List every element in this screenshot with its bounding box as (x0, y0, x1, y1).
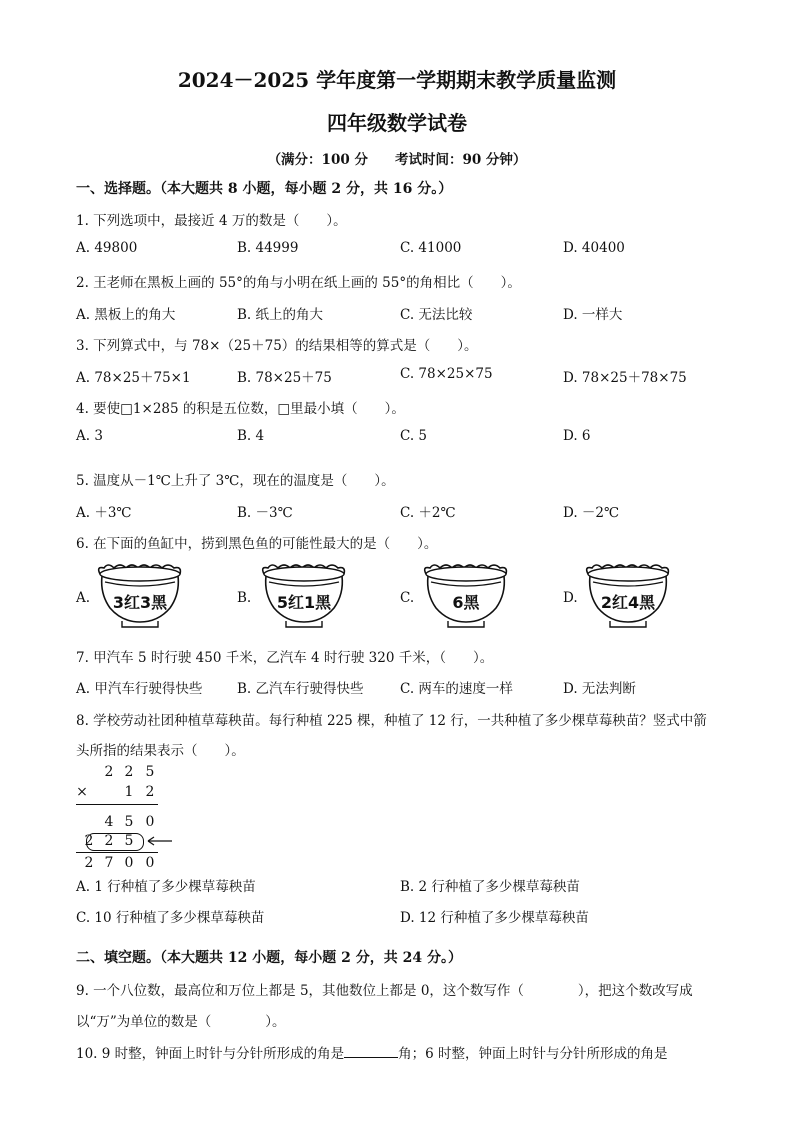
q3-option-b: B. 78×25＋75 (237, 370, 332, 386)
exam-meta: （满分：100 分 考试时间：90 分钟） (267, 152, 527, 168)
question-2: 2. 王老师在黑板上画的 55°的角与小明在纸上画的 55°的角相比（ ）。 (76, 275, 521, 291)
question-4: 4. 要使□1×285 的积是五位数，□里最小填（ ）。 (76, 401, 405, 417)
fishbowl-b-label: 5红1黑 (276, 593, 332, 612)
fishbowl-d-image (580, 560, 676, 630)
q8-option-a: A. 1 行种植了多少棵草莓秧苗 (76, 879, 256, 895)
q1-option-b: B. 44999 (237, 240, 299, 256)
calc-digit: 2 (84, 855, 94, 871)
q6-option-b-letter: B. (237, 590, 252, 606)
q2-option-a: A. 黑板上的角大 (76, 307, 176, 323)
section-heading-fill: 二、填空题。（本大题共 12 小题，每小题 2 分，共 24 分。） (76, 950, 462, 966)
fishbowl-a-label: 3红3黑 (112, 593, 168, 612)
q2-option-b: B. 纸上的角大 (237, 307, 324, 323)
section-heading-choice: 一、选择题。（本大题共 8 小题，每小题 2 分，共 16 分。） (76, 181, 453, 197)
q7-option-b: B. 乙汽车行驶得快些 (237, 681, 364, 697)
q2-option-c: C. 无法比较 (400, 307, 473, 323)
question-10-part1: 10. 9 时整，钟面上时针与分针所形成的角是 (76, 1046, 345, 1062)
exam-title: 2024－2025 学年度第一学期期末教学质量监测 (177, 68, 617, 92)
calc-digit: 2 (104, 764, 114, 780)
fishbowl-c-image (418, 560, 514, 630)
q5-option-c: C. ＋2℃ (400, 505, 456, 521)
calc-digit: 2 (104, 833, 114, 849)
q7-option-c: C. 两车的速度一样 (400, 681, 513, 697)
q8-option-b: B. 2 行种植了多少棵草莓秧苗 (400, 879, 580, 895)
calc-digit: 5 (145, 764, 155, 780)
question-10 (76, 1042, 668, 1062)
vertical-multiplication (76, 764, 186, 874)
q4-option-a: A. 3 (76, 428, 103, 444)
arrow-left-icon (144, 834, 174, 848)
q4-option-b: B. 4 (237, 428, 265, 444)
q5-option-d: D. －2℃ (563, 505, 620, 521)
q8-option-c: C. 10 行种植了多少棵草莓秧苗 (76, 910, 265, 926)
calc-digit: 2 (145, 784, 155, 800)
q1-option-c: C. 41000 (400, 240, 462, 256)
calc-digit: 5 (124, 833, 134, 849)
q7-option-d: D. 无法判断 (563, 681, 636, 697)
question-10-part2: 角；6 时整，钟面上时针与分针所形成的角是 (398, 1046, 668, 1062)
q5-option-a: A. ＋3℃ (76, 505, 132, 521)
fishbowl-a-image (92, 560, 188, 630)
calc-digit: 0 (145, 814, 155, 830)
calc-digit: 2 (124, 764, 134, 780)
exam-subtitle: 四年级数学试卷 (327, 111, 467, 135)
question-6: 6. 在下面的鱼缸中，捞到黑色鱼的可能性最大的是（ ）。 (76, 536, 438, 552)
question-5: 5. 温度从－1℃上升了 3℃，现在的温度是（ ）。 (76, 473, 395, 489)
q6-option-c-letter: C. (400, 590, 415, 606)
question-8-line1: 8. 学校劳动社团种植草莓秧苗。每行种植 225 棵，种植了 12 行，一共种植了多少棵草莓秧苗？竖式中箭 (76, 713, 707, 729)
q7-option-a: A. 甲汽车行驶得快些 (76, 681, 203, 697)
calc-digit: 5 (124, 814, 134, 830)
calc-divider-line (76, 852, 158, 853)
calc-digit: 0 (124, 855, 134, 871)
q3-option-c: C. 78×25×75 (400, 366, 493, 382)
question-1: 1. 下列选项中，最接近 4 万的数是（ ）。 (76, 213, 347, 229)
calc-digit: 4 (104, 814, 114, 830)
calc-digit: 0 (145, 855, 155, 871)
q1-option-d: D. 40400 (563, 240, 625, 256)
fishbowl-c-label: 6黑 (452, 593, 480, 612)
question-7: 7. 甲汽车 5 时行驶 450 千米，乙汽车 4 时行驶 320 千米，（ ）。 (76, 650, 494, 666)
q8-option-d: D. 12 行种植了多少棵草莓秧苗 (400, 910, 589, 926)
answer-blank (344, 1056, 398, 1058)
q3-option-d: D. 78×25＋78×75 (563, 370, 687, 386)
calc-digit: 1 (124, 784, 134, 800)
q1-option-a: A. 49800 (76, 240, 138, 256)
question-8-line2: 头所指的结果表示（ ）。 (76, 743, 245, 759)
question-3: 3. 下列算式中，与 78×（25＋75）的结果相等的算式是（ ）。 (76, 338, 478, 354)
question-9-line2: 以“万”为单位的数是（ ）。 (76, 1014, 286, 1030)
q5-option-b: B. －3℃ (237, 505, 293, 521)
calc-digit: 2 (84, 833, 94, 849)
question-9-line1: 9. 一个八位数，最高位和万位上都是 5，其他数位上都是 0，这个数写作（ ），把这个数改写成 (76, 983, 693, 999)
fishbowl-b-image (256, 560, 352, 630)
q6-option-a-letter: A. (76, 590, 91, 606)
multiply-sign: × (76, 784, 88, 800)
q4-option-d: D. 6 (563, 428, 591, 444)
calc-divider-line (76, 804, 158, 805)
q3-option-a: A. 78×25＋75×1 (76, 370, 191, 386)
q4-option-c: C. 5 (400, 428, 428, 444)
q2-option-d: D. 一样大 (563, 307, 623, 323)
q6-option-d-letter: D. (563, 590, 578, 606)
calc-digit: 7 (104, 855, 114, 871)
fishbowl-d-label: 2红4黑 (600, 593, 656, 612)
